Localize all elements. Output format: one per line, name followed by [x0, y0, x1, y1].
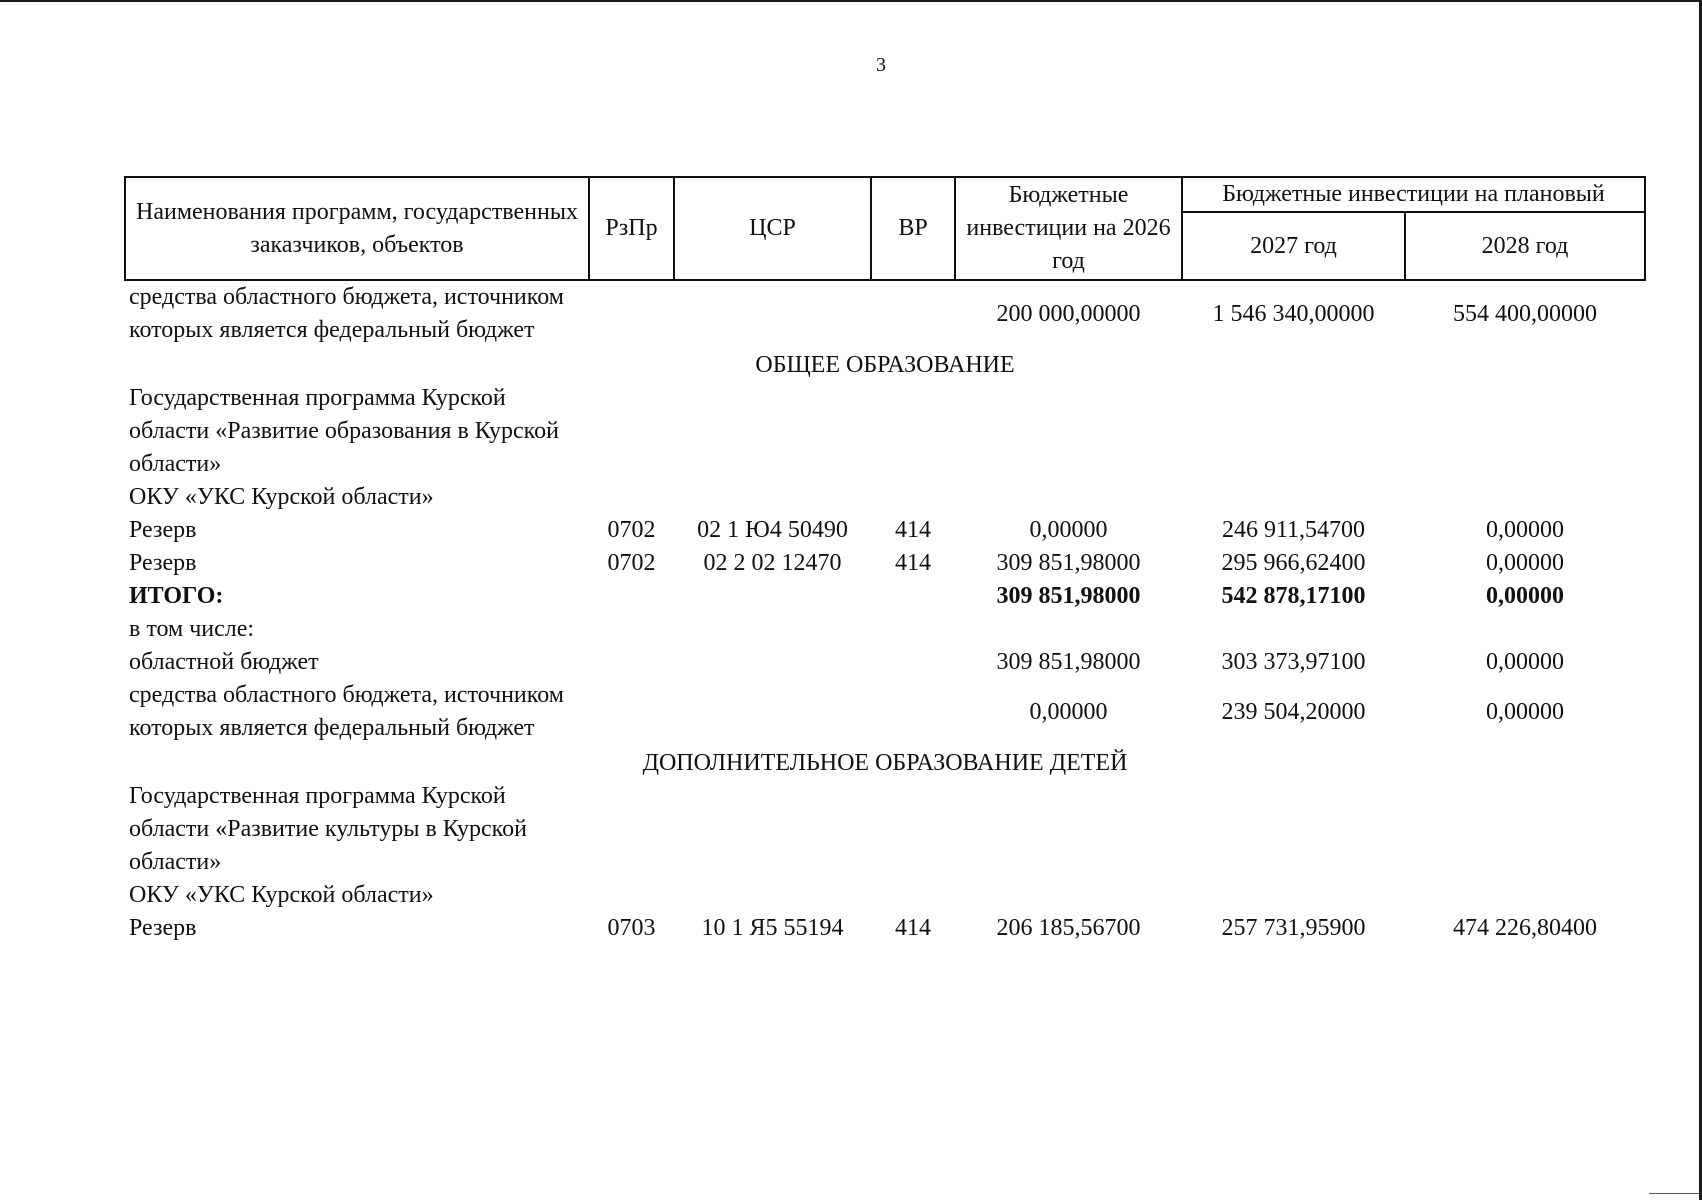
row-2027: 239 504,20000	[1221, 698, 1366, 725]
header-rzpr: РзПр	[589, 177, 674, 280]
row-2026: 206 185,56700	[996, 915, 1141, 941]
table-row	[125, 879, 1645, 912]
row-rzpr: 0702	[607, 550, 656, 576]
row-rzpr	[589, 679, 674, 745]
page-number: 3	[876, 54, 886, 76]
row-vr: 414	[895, 550, 931, 576]
table-header	[125, 177, 1645, 280]
including-label: в том числе:	[129, 616, 255, 642]
header-csr: ЦСР	[674, 177, 871, 280]
budget-investments-table	[124, 176, 1646, 945]
row-2027: 246 911,54700	[1221, 517, 1366, 543]
row-rzpr	[589, 646, 674, 679]
row-rzpr: 0703	[607, 915, 656, 941]
row-vr	[871, 679, 955, 745]
total-2028: 0,00000	[1486, 583, 1564, 609]
customer-name: ОКУ «УКС Курской области»	[129, 484, 434, 510]
row-2027: 1 546 340,00000	[1212, 300, 1375, 327]
table-row	[125, 547, 1645, 580]
section-row	[125, 745, 1645, 780]
scan-mark	[1649, 1193, 1699, 1194]
row-name: Резерв	[129, 517, 197, 543]
row-csr: 02 2 02 12470	[703, 550, 842, 576]
header-name: Наименования программ, государственных заказчиков, объектов	[125, 177, 589, 280]
section-title: ОБЩЕЕ ОБРАЗОВАНИЕ	[755, 352, 1015, 378]
row-name: Резерв	[129, 550, 197, 576]
row-csr	[674, 646, 871, 679]
row-rzpr: 0702	[607, 517, 656, 543]
total-2026: 309 851,98000	[996, 583, 1141, 609]
table-row	[125, 912, 1645, 945]
table-row	[125, 280, 1645, 347]
total-2027: 542 878,17100	[1221, 583, 1366, 609]
table-row	[125, 646, 1645, 679]
header-2028: 2028 год	[1405, 212, 1645, 280]
row-name: областной бюджет	[129, 649, 319, 675]
section-title: ДОПОЛНИТЕЛЬНОЕ ОБРАЗОВАНИЕ ДЕТЕЙ	[642, 750, 1128, 776]
header-plan-period: Бюджетные инвестиции на плановый	[1182, 177, 1645, 212]
row-vr	[871, 280, 955, 347]
row-2026: 309 851,98000	[996, 550, 1141, 576]
row-name: средства областного бюджета, источником которых является федеральный бюджет	[129, 284, 564, 343]
row-csr: 02 1 Ю4 50490	[697, 517, 848, 543]
row-2026: 309 851,98000	[996, 649, 1141, 675]
row-2028: 0,00000	[1486, 517, 1564, 543]
row-csr: 10 1 Я5 55194	[701, 915, 844, 941]
row-2027: 295 966,62400	[1221, 550, 1366, 576]
program-name: Государственная программа Курской области «Развитие образования в Курской области»	[129, 385, 559, 477]
row-csr	[674, 679, 871, 745]
table-row	[125, 780, 1645, 879]
row-vr: 414	[895, 915, 931, 941]
customer-name: ОКУ «УКС Курской области»	[129, 882, 434, 908]
row-vr: 414	[895, 517, 931, 543]
row-2026: 0,00000	[1029, 698, 1108, 725]
table-row	[125, 613, 1645, 646]
total-label: ИТОГО:	[129, 583, 224, 609]
row-2028: 0,00000	[1486, 649, 1564, 675]
row-vr	[871, 646, 955, 679]
table-row	[125, 514, 1645, 547]
row-2028: 474 226,80400	[1453, 915, 1597, 941]
row-2028: 554 400,00000	[1453, 300, 1597, 327]
row-csr	[674, 280, 871, 347]
header-2027: 2027 год	[1182, 212, 1405, 280]
table-body	[125, 280, 1645, 945]
scan-border-top	[0, 0, 1702, 2]
table-row	[125, 481, 1645, 514]
row-2026: 0,00000	[1029, 517, 1108, 543]
row-2028: 0,00000	[1486, 550, 1564, 576]
header-2026: Бюджетные инвестиции на 2026 год	[955, 177, 1182, 280]
table-row	[125, 382, 1645, 481]
table-row	[125, 679, 1645, 745]
program-name: Государственная программа Курской области «Развитие культуры в Курской области»	[129, 783, 527, 875]
row-2026: 200 000,00000	[996, 300, 1141, 327]
row-2027: 257 731,95900	[1221, 915, 1366, 941]
row-name: средства областного бюджета, источником которых является федеральный бюджет	[129, 682, 564, 741]
section-row	[125, 347, 1645, 382]
row-rzpr	[589, 280, 674, 347]
row-name: Резерв	[129, 915, 197, 941]
row-2027: 303 373,97100	[1221, 649, 1366, 675]
header-vr: ВР	[871, 177, 955, 280]
total-row	[125, 580, 1645, 613]
row-2028: 0,00000	[1486, 698, 1564, 725]
